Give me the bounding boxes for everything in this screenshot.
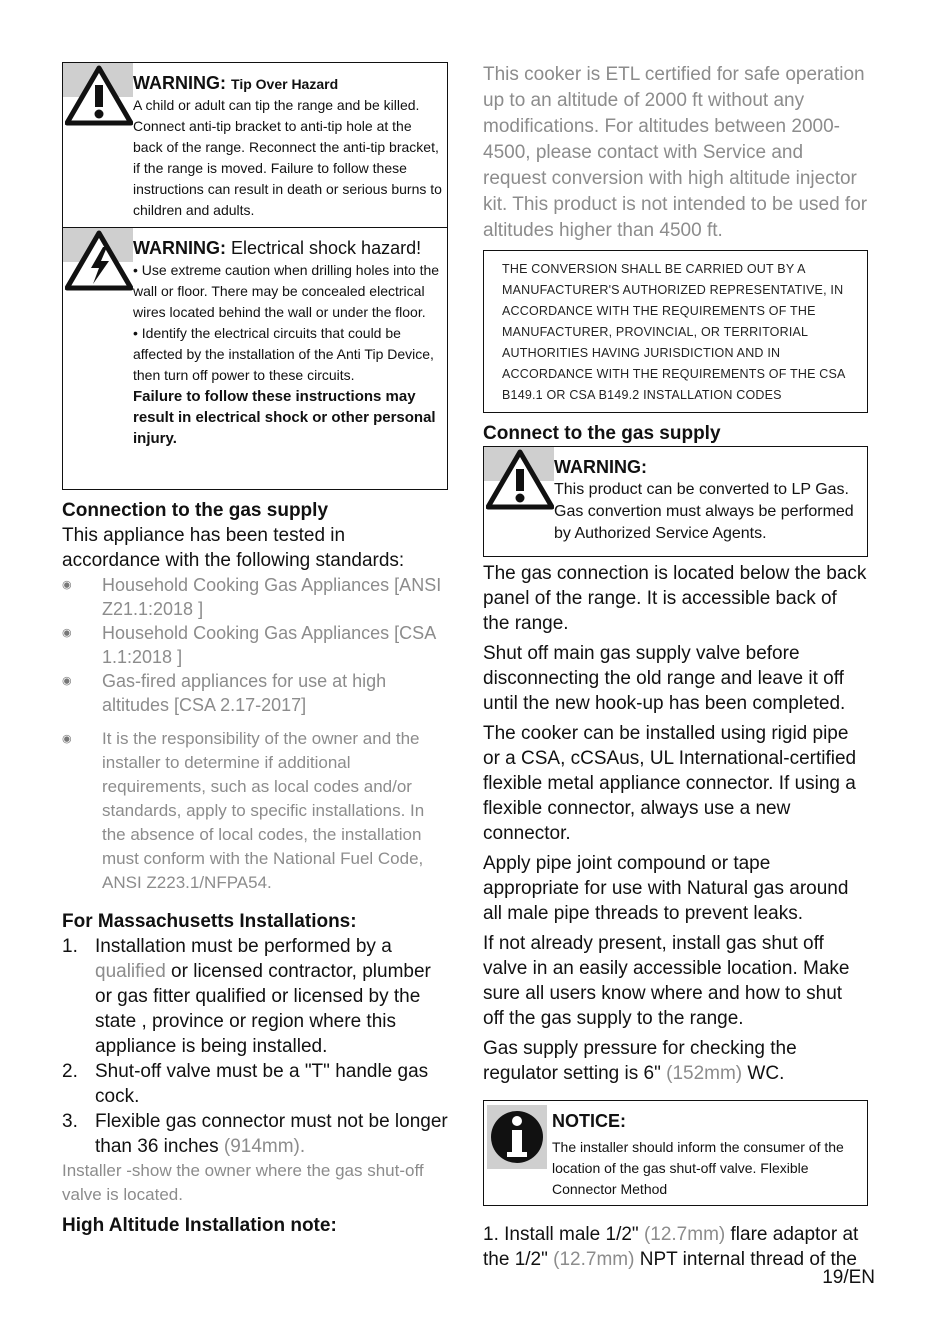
list-item: 2. Shut-off valve must be a "T" handle gas cock. [62,1061,429,1107]
warning-text-1: • Use extreme caution when drilling holes into the wall or floor. There may be concealed electrical wires located behind the wall or under the floor. [133,262,440,320]
warning-title: Electrical shock hazard! [231,238,422,258]
warning-label: WARNING: [554,457,647,477]
list-item: ◉ It is the responsibility of the owner and the installer to determine if additional requirements, such as local codes and/or standards, apply to specific installations. In the absence of local codes, the installation must conform with the National Fuel Code, ANSI Z223.1/NFPA54. [62,727,448,895]
step-1: 1. Install male 1/2" (12.7mm) flare adaptor at the 1/2" (12.7mm) NPT internal thread of the [483,1224,859,1270]
notice-label: NOTICE: [552,1111,626,1131]
electric-shock-icon [65,230,133,292]
warning-text-2: • Identify the electrical circuits that could be affected by the installation of the Anti Tip Device, then turn off power to these circuits. [133,325,434,383]
pressure-paragraph: Gas supply pressure for checking the regulator setting is 6" (152mm) WC. [483,1038,797,1084]
warning-text: This product can be converted to LP Gas. Gas convertion must always be performed by Authorized Service Agents. [554,481,854,542]
massachusetts-list [62,934,448,1159]
paragraph: The cooker can be installed using rigid pipe or a CSA, cCSAus, UL International-certified flexible metal appliance connector. If using a flexible connector, always use a new connector. [483,723,857,844]
massachusetts-heading: For Massachusetts Installations: [62,911,357,932]
paragraph: Apply pipe joint compound or tape appropriate for use with Natural gas around all male pipe threads to prevent leaks. [483,853,849,924]
list-item: ◉ Household Cooking Gas Appliances [CSA 1.1:2018 ] [62,621,448,669]
paragraph: If not already present, install gas shut off valve in an easily accessible location. Make sure all users know where and how to shut off the gas supply to the range. [483,933,850,1029]
connection-heading: Connection to the gas supply [62,500,329,521]
warning-label: WARNING: [133,73,226,93]
notice-box [483,1100,868,1206]
lp-gas-warning-box [483,447,868,557]
conversion-box: THE CONVERSION SHALL BE CARRIED OUT BY A MANUFACTURER'S AUTHORIZED REPRESENTATIVE, IN ACCORDANCE WITH THE REQUIREMENTS OF THE MANUFACTURER, PROVINCIAL, OR TERRITORIAL AUTHORITIES HAVING JURISDICTION AND IN ACCORDANCE WITH THE REQUIREMENTS OF THE CSA B149.1 OR CSA B149.2 INSTALLATION CODES [483,250,868,413]
notice-text: The installer should inform the consumer of the location of the gas shut-off valve. Flexible Connector Method [552,1139,844,1197]
right-column [483,62,868,1272]
page-number: 19/EN [822,1267,875,1288]
info-icon [487,1105,547,1169]
paragraph: The gas connection is located below the back panel of the range. It is accessible back of the range. [483,563,867,634]
high-altitude-heading: High Altitude Installation note: [62,1215,337,1236]
warning-title: Tip Over Hazard [231,76,339,92]
list-item: 1. Installation must be performed by a qualified or licensed contractor, plumber or gas fitter qualified or licensed by the state , province or region where this appliance is being installed. [62,936,431,1057]
electrical-warning-box [62,228,448,490]
paragraph: Shut off main gas supply valve before disconnecting the old range and leave it off until the new hook-up has been completed. [483,643,846,714]
connect-heading: Connect to the gas supply [483,421,868,447]
warning-label: WARNING: [133,238,226,258]
installer-note: Installer -show the owner where the gas shut-off valve is located. [62,1161,424,1204]
left-column [62,62,448,1238]
list-item: ◉ Household Cooking Gas Appliances [ANSI Z21.1:2018 ] [62,573,448,621]
warning-text: A child or adult can tip the range and be killed. Connect anti-tip bracket to anti-tip hole at the back of the range. Reconnect the anti-tip bracket, if the range is moved. Failure to follow these instructions can result in death or serious burns to children and adults. [133,97,442,218]
list-item: ◉ Gas-fired appliances for use at high altitudes [CSA 2.17-2017] [62,669,448,717]
list-item: 3. Flexible gas connector must not be longer than 36 inches (914mm). [62,1111,448,1157]
connection-intro: This appliance has been tested in accordance with the following standards: [62,525,405,571]
tip-over-warning-box [62,62,448,228]
warning-icon [65,65,133,127]
standards-list [62,573,448,895]
warning-icon [486,449,554,511]
gas-instructions [483,561,868,1086]
warning-text-3: Failure to follow these instructions may result in electrical shock or other personal injury. [133,388,436,447]
etl-text: This cooker is ETL certified for safe operation up to an altitude of 2000 ft without any modifications. For altitudes between 2000-4500, please contact with Service and request conversion with high altitude injector kit. This product is not intended to be used for altitudes higher than 4500 ft. [483,64,868,241]
